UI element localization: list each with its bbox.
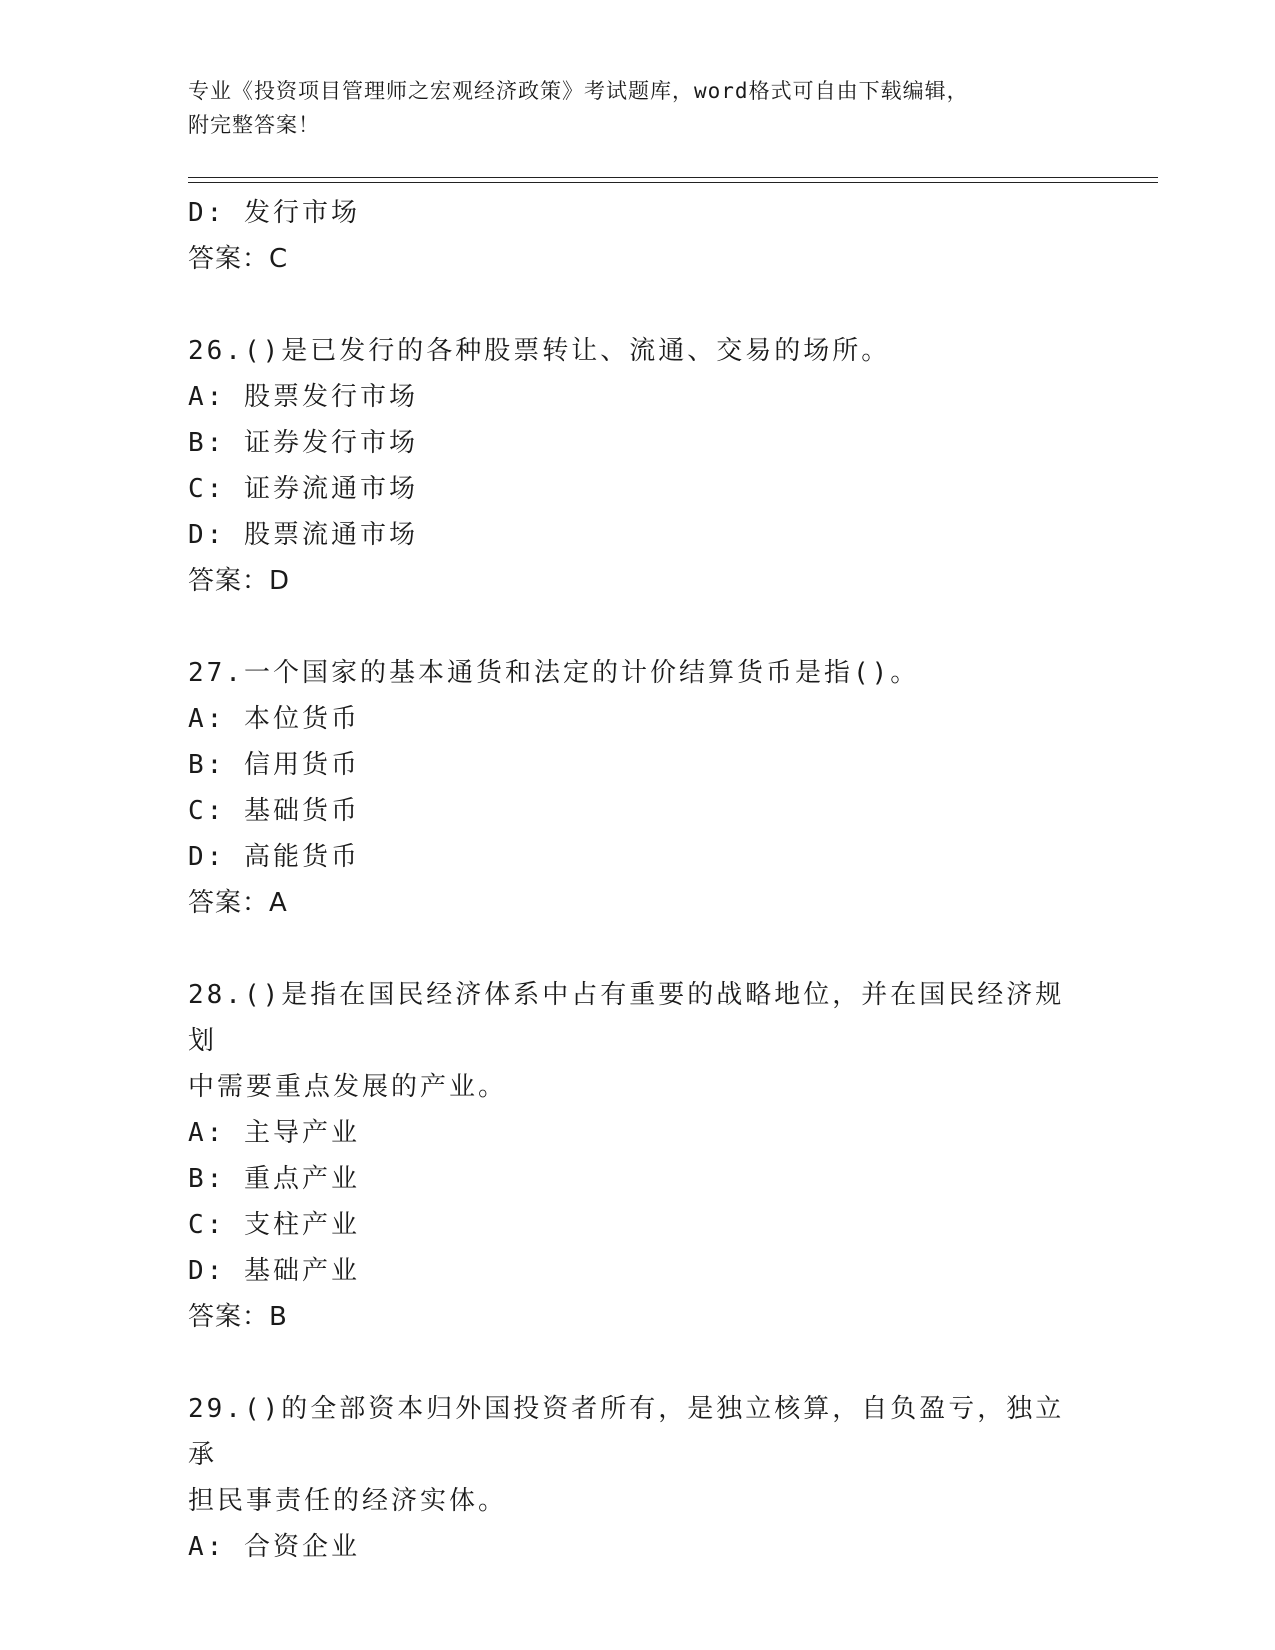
option-b: B: 证券发行市场 — [188, 428, 418, 458]
spacer — [188, 1340, 1088, 1386]
header-divider-top — [188, 177, 1158, 178]
option-a: A: 股票发行市场 — [188, 382, 418, 412]
question-stem-line-2: 担民事责任的经济实体。 — [188, 1486, 508, 1516]
question-list — [188, 190, 1088, 1570]
option-c: C: 基础货币 — [188, 796, 360, 826]
option-d: D: 基础产业 — [188, 1256, 360, 1286]
option-d: D: 高能货币 — [188, 842, 360, 872]
option-b: B: 信用货币 — [188, 750, 360, 780]
spacer — [188, 926, 1088, 972]
spacer — [188, 604, 1088, 650]
document-header — [188, 74, 1088, 142]
question-stem-line-1: 29.()的全部资本归外国投资者所有，是独立核算，自负盈亏，独立承 — [188, 1394, 1065, 1470]
question-stem: 26.()是已发行的各种股票转让、流通、交易的场所。 — [188, 336, 891, 366]
answer-line: 答案：B — [188, 1302, 288, 1332]
question-stem-line-2: 中需要重点发展的产业。 — [188, 1072, 508, 1102]
answer-line: 答案：D — [188, 566, 291, 596]
header-divider-bottom — [188, 182, 1158, 183]
option-a: A: 合资企业 — [188, 1532, 360, 1562]
header-line-2: 附完整答案！ — [188, 113, 320, 137]
option-c: C: 证券流通市场 — [188, 474, 418, 504]
option-d: D: 股票流通市场 — [188, 520, 418, 550]
spacer — [188, 282, 1088, 328]
answer-line: 答案：C — [188, 244, 289, 274]
question-29 — [188, 1386, 1088, 1570]
option-a: A: 本位货币 — [188, 704, 360, 734]
option-b: B: 重点产业 — [188, 1164, 360, 1194]
question-stem: 27.一个国家的基本通货和法定的计价结算货币是指()。 — [188, 658, 920, 688]
question-stem-line-1: 28.()是指在国民经济体系中占有重要的战略地位，并在国民经济规划 — [188, 980, 1065, 1056]
option-a: A: 主导产业 — [188, 1118, 360, 1148]
question-27 — [188, 650, 1088, 926]
header-line-1: 专业《投资项目管理师之宏观经济政策》考试题库，word格式可自由下载编辑， — [188, 79, 969, 103]
question-28 — [188, 972, 1088, 1340]
question-26 — [188, 328, 1088, 604]
answer-line: 答案：A — [188, 888, 288, 918]
option-c: C: 支柱产业 — [188, 1210, 360, 1240]
option-d: D: 发行市场 — [188, 198, 360, 228]
question-25-tail — [188, 190, 1088, 282]
